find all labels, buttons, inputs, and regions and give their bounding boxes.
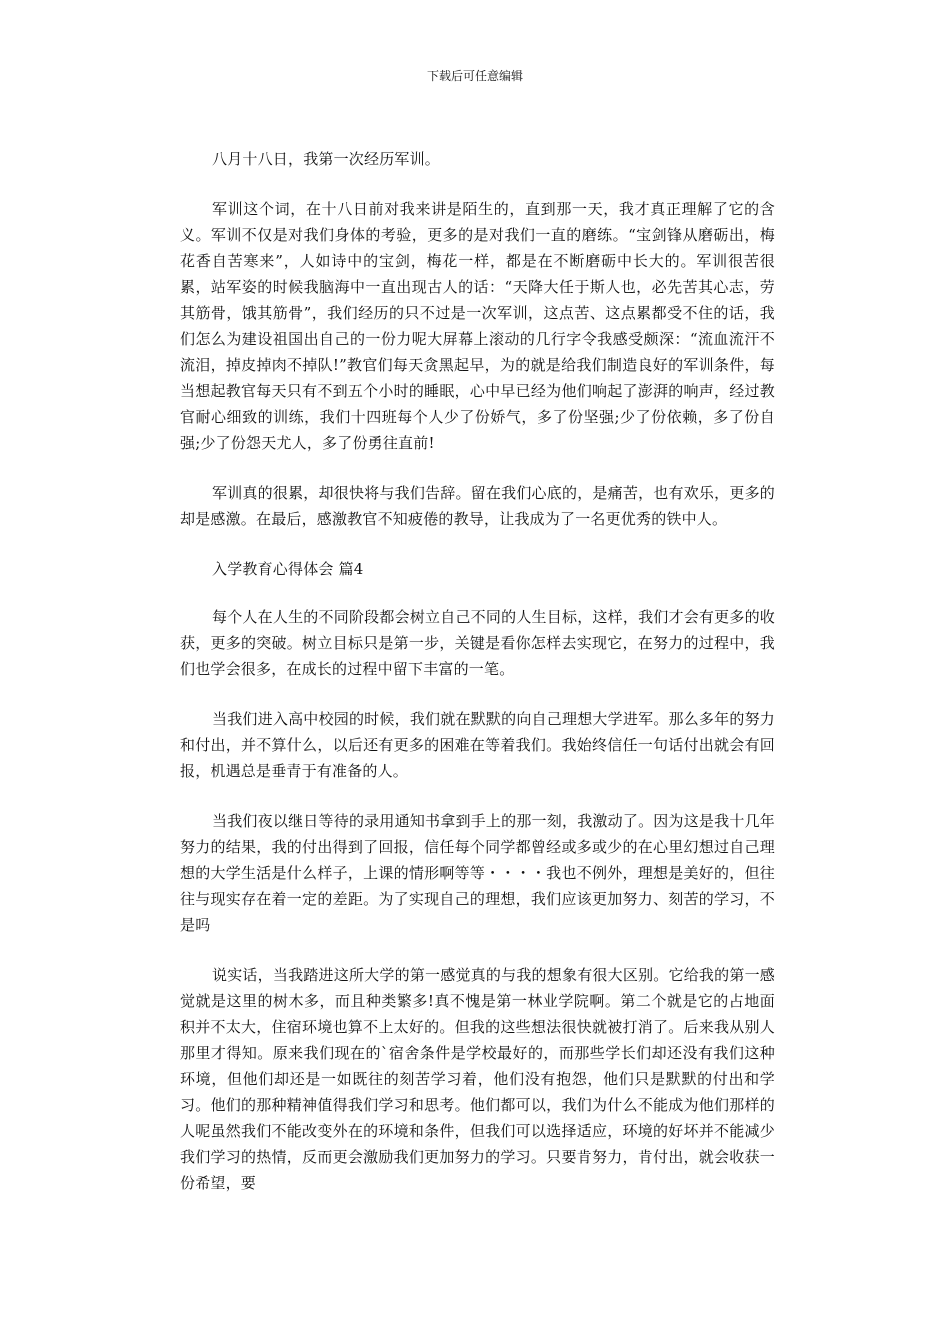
paragraph-goals: 每个人在人生的不同阶段都会树立自己不同的人生目标，这样，我们才会有更多的收获，更多的突破。树立目标只是第一步，关键是看你怎样去实现它，在努力的过程中，我们也学会很多，在成长的过程中留下丰富的一笔。 (180, 608, 775, 678)
paragraph-first-impression: 说实话，当我踏进这所大学的第一感觉真的与我的想象有很大区别。它给我的第一感觉就是这里的树木多，而且种类繁多!真不愧是第一林业学院啊。第二个就是它的占地面积并不太大，住宿环境也算不上太好的。但我的这些想法很快就被打消了。后来我从别人那里才得知。原来我们现在的`宿舍条件是学校最好的，而那些学长们却还没有我们这种环境，但他们却还是一如既往的刻苦学习着，他们没有抱怨，他们只是默默的付出和学习。他们的那种精神值得我们学习和思考。他们都可以，我们为什么不能成为他们那样的人呢虽然我们不能改变外在的环境和条件，但我们可以选择适应，环境的好坏并不能减少我们学习的热情，反而更会激励我们更加努力的学习。只要肯努力，肯付出，就会收获一份希望，要 (180, 966, 775, 1192)
paragraph-date: 八月十八日，我第一次经历军训。 (212, 150, 441, 168)
page-header: 下载后可任意编辑 (426, 69, 523, 83)
paragraph-military-training: 军训这个词，在十八日前对我来讲是陌生的，直到那一天，我才真正理解了它的含义。军训不仅是对我们身体的考验，更多的是对我们一直的磨练。“宝剑锋从磨砺出，梅花香自苦寒来”，人如诗中的宝剑，梅花一样，都是在不断磨砺中长大的。军训很苦很累，站军姿的时候我脑海中一直出现古人的话：“天降大任于斯人也，必先苦其心志，劳其筋骨，饿其筋骨”，我们经历的只不过是一次军训，这点苦、这点累都受不住的话，我们怎么为建设祖国出自己的一份力呢大屏幕上滚动的几行字令我感受颇深：“流血流汗不流泪，掉皮掉肉不掉队!”教官们每天贪黑起早，为的就是给我们制造良好的军训条件，每当想起教官每天只有不到五个小时的睡眠，心中早已经为他们响起了澎湃的响声，经过教官耐心细致的训练，我们十四班每个人少了份娇气，多了份坚强;少了份依赖，多了份自强;少了份怨天尤人，多了份勇往直前! (180, 200, 775, 452)
document-body (180, 146, 775, 1220)
paragraph-admission-notice: 当我们夜以继日等待的录用通知书拿到手上的那一刻，我激动了。因为这是我十几年努力的结果，我的付出得到了回报，信任每个同学都曾经或多或少的在心里幻想过自己理想的大学生活是什么样子，上课的情形啊等等・・・・我也不例外，理想是美好的，但往往与现实存在着一定的差距。为了实现自己的理想，我们应该更加努力、刻苦的学习，不是吗 (180, 812, 775, 934)
paragraph-farewell: 军训真的很累，却很快将与我们告辞。留在我们心底的，是痛苦，也有欢乐，更多的却是感激。在最后，感激教官不知疲倦的教导，让我成为了一名更优秀的铁中人。 (180, 484, 775, 528)
section-heading: 入学教育心得体会 篇4 (212, 560, 364, 578)
paragraph-high-school: 当我们进入高中校园的时候，我们就在默默的向自己理想大学进军。那么多年的努力和付出，并不算什么，以后还有更多的困难在等着我们。我始终信任一句话付出就会有回报，机遇总是垂青于有准备的人。 (180, 710, 775, 780)
